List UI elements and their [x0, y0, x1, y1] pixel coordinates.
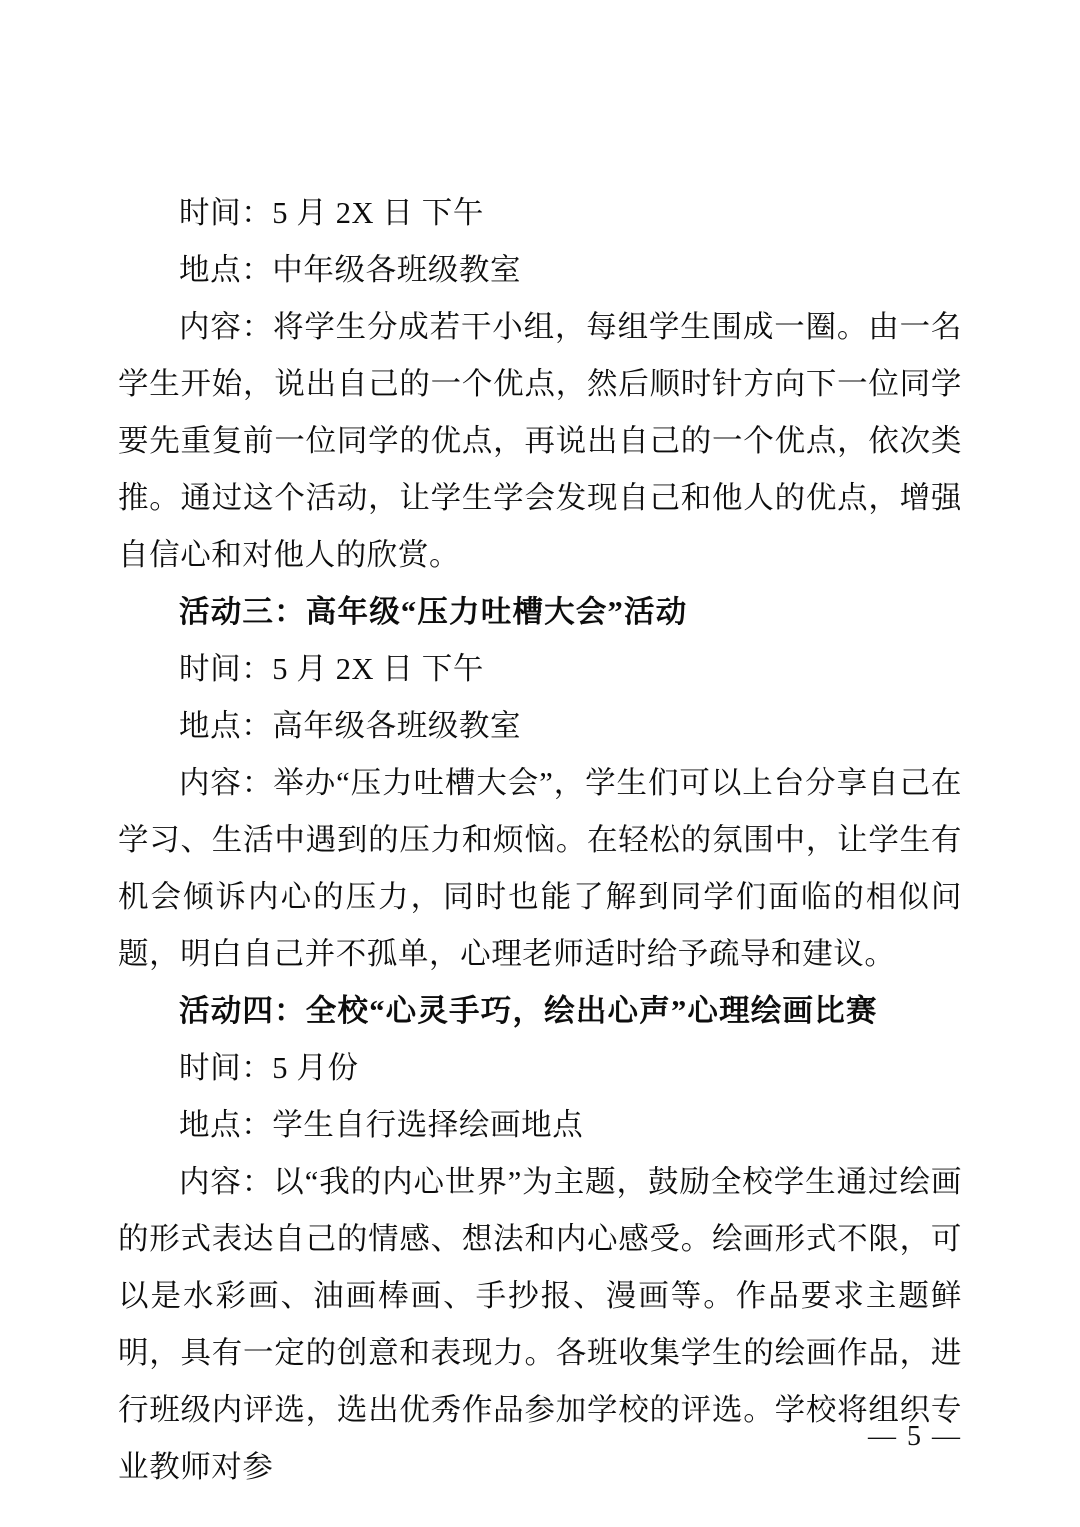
paragraph-location-2: 地点：高年级各班级教室	[179, 709, 522, 743]
document-body	[118, 185, 962, 1496]
paragraph-content-3: 内容：以“我的内心世界”为主题，鼓励全校学生通过绘画的形式表达自己的情感、想法和内心感受。绘画形式不限，可以是水彩画、油画棒画、手抄报、漫画等。作品要求主题鲜明，具有一定的创意和表现力。各班收集学生的绘画作品，进行班级内评选，选出优秀作品参加学校的评选。学校将组织专业教师对参	[118, 1165, 962, 1484]
paragraph-location-3: 地点：学生自行选择绘画地点	[179, 1108, 584, 1142]
paragraph-content-2: 内容：举办“压力吐槽大会”，学生们可以上台分享自己在学习、生活中遇到的压力和烦恼。在轻松的氛围中，让学生有机会倾诉内心的压力，同时也能了解到同学们面临的相似问题，明白自己并不孤单，心理老师适时给予疏导和建议。	[118, 766, 962, 971]
paragraph-time-3: 时间：5 月份	[179, 1051, 359, 1085]
section-heading-activity-four: 活动四：全校“心灵手巧，绘出心声”心理绘画比赛	[179, 994, 878, 1028]
paragraph-location-1: 地点：中年级各班级教室	[179, 253, 522, 287]
page-number: — 5 —	[868, 1421, 962, 1452]
paragraph-content-1: 内容：将学生分成若干小组，每组学生围成一圈。由一名学生开始，说出自己的一个优点，然后顺时针方向下一位同学要先重复前一位同学的优点，再说出自己的一个优点，依次类推。通过这个活动，让学生学会发现自己和他人的优点，增强自信心和对他人的欣赏。	[118, 310, 962, 572]
section-heading-activity-three: 活动三：高年级“压力吐槽大会”活动	[179, 595, 688, 629]
paragraph-time-2: 时间：5 月 2X 日 下午	[179, 652, 484, 686]
paragraph-time-1: 时间：5 月 2X 日 下午	[179, 196, 484, 230]
